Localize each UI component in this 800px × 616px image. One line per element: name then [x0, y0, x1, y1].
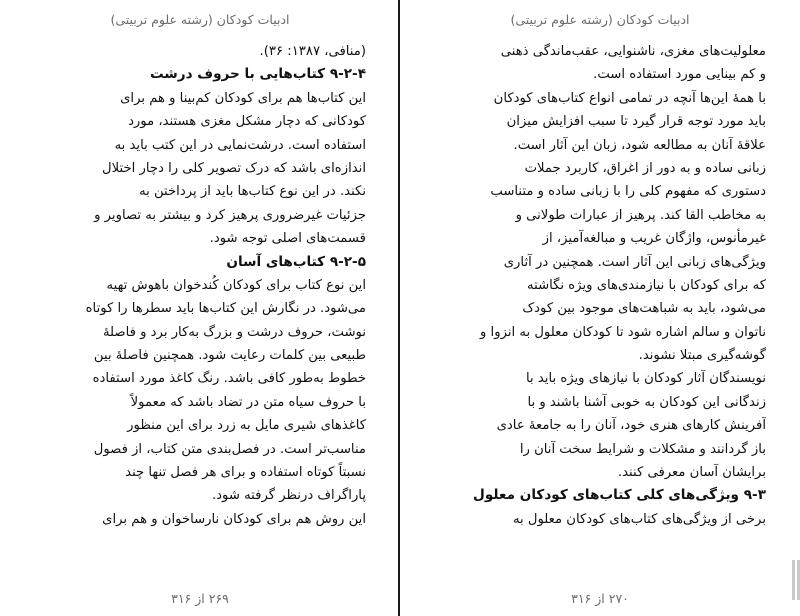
text-line: و کم بینایی مورد استفاده است.: [593, 67, 766, 83]
right-page-body: [434, 40, 766, 531]
section-heading-disabled-children-books: ۹-۳ ویژگی‌های کلی کتاب‌های کودکان معلول: [473, 487, 766, 504]
text-line: برخی از ویژگی‌های کتاب‌های کودکان معلول به: [512, 511, 766, 527]
page-edge-marks: [790, 560, 800, 600]
text-line: که برای کودکان با نیازمندی‌های ویژه نگاشته: [527, 277, 766, 293]
text-line: خطوط به‌طور کافی باشد. رنگ کاغذ مورد استفاده: [92, 371, 366, 387]
left-page-header: ادبیات کودکان (رشته علوم تربیتی): [110, 12, 290, 27]
text-line: اندازه‌ای باشد که درک تصویر کلی را دچار اختلال: [102, 160, 366, 176]
left-page-body: [34, 40, 366, 531]
left-page-number: ۲۶۹ از ۳۱۶: [171, 591, 229, 606]
text-line: (منافی، ۱۳۸۷: ۳۶).: [259, 44, 366, 59]
text-line: با همهٔ این‌ها آنچه در تمامی انواع کتاب‌های کودکان: [493, 90, 766, 106]
text-line: می‌شود، باید به شباهت‌های موجود بین کودک: [522, 301, 766, 317]
text-line: ویژگی‌های زبانی این آثار است. همچنین در آثاری: [503, 254, 766, 270]
text-line: زبانی ساده و به دور از اغراق، کاربرد جملات: [524, 160, 766, 176]
text-line: این روش هم برای کودکان نارساخوان و هم برای: [102, 511, 366, 527]
text-line: برایشان آسان معرفی کنند.: [617, 465, 766, 481]
right-page-number: ۲۷۰ از ۳۱۶: [571, 591, 629, 606]
text-line: نویسندگان آثار کودکان با نیازهای ویژه باید با: [525, 371, 766, 387]
text-line: قسمت‌های اصلی توجه شود.: [209, 231, 366, 247]
text-line: باید مورد توجه قرار گیرد تا سبب افزایش میزان: [506, 114, 766, 130]
text-line: کاغذهای شیری مایل به زرد برای این منظور: [127, 418, 366, 434]
text-line: زندگانی این کودکان به خوبی آشنا باشند و با: [527, 394, 766, 410]
right-page-header: ادبیات کودکان (رشته علوم تربیتی): [510, 12, 690, 27]
text-line: استفاده است. درشت‌نمایی در این کتب باید به: [114, 137, 366, 153]
text-line: آفرینش کارهای هنری خود، آنان را به جامعهٔ عادی: [496, 418, 766, 434]
text-line: طبیعی بین کلمات رعایت شود. همچنین فاصلهٔ بین: [93, 348, 366, 364]
text-line: این نوع کتاب برای کودکان کُندخوان باهوش تهیه: [106, 277, 366, 293]
text-line: با حروف سیاه متن در تضاد باشد که معمولاً: [130, 394, 366, 410]
text-line: به مخاطب القا کند. پرهیز از عبارات طولانی و: [515, 207, 766, 223]
text-line: باز گردانند و مشکلات و شرایط سخت آنان را: [519, 441, 766, 457]
text-line: کودکانی که دچار مشکل مغزی هستند، مورد: [128, 114, 366, 130]
text-line: نسبتاً کوتاه استفاده و برای هر فصل تنها چند: [125, 465, 366, 481]
section-heading-large-print-books: ۹-۲-۴ کتاب‌هایی با حروف درشت: [150, 66, 366, 83]
text-line: ناتوان و سالم اشاره شود تا کودکان معلول به انزوا و: [480, 324, 766, 340]
text-line: پاراگراف درنظر گرفته شود.: [211, 488, 366, 504]
text-line: گوشه‌گیری مبتلا نشوند.: [638, 348, 766, 364]
right-page: [400, 0, 800, 616]
text-line: نوشت، حروف درشت و بزرگ به‌کار برد و فاصلهٔ: [102, 324, 366, 340]
text-line: جزئیات غیرضروری پرهیز کرد و بیشتر به تصاویر و: [94, 207, 366, 223]
text-line: غیرمأنوس، واژگان غریب و مبالغه‌آمیز، از: [542, 231, 766, 247]
text-line: مناسب‌تر است. در فصل‌بندی متن کتاب، از فصول: [93, 441, 366, 457]
text-line: دستوری که مفهوم کلی را با زبانی ساده و متناسب: [490, 184, 766, 200]
text-line: نکند. در این نوع کتاب‌ها باید از پرداختن به: [139, 184, 366, 200]
text-line: معلولیت‌های مغزی، ناشنوایی، عقب‌ماندگی ذهنی: [500, 44, 766, 59]
text-line: علاقهٔ آنان به مطالعه شود، زبان این آثار است.: [513, 137, 766, 153]
text-line: می‌شود. در نگارش این کتاب‌ها باید سطرها را کوتاه: [85, 301, 366, 317]
text-line: این کتاب‌ها هم برای کودکان کم‌بینا و هم برای: [120, 90, 366, 106]
section-heading-easy-books: ۹-۲-۵ کتاب‌های آسان: [226, 253, 366, 270]
